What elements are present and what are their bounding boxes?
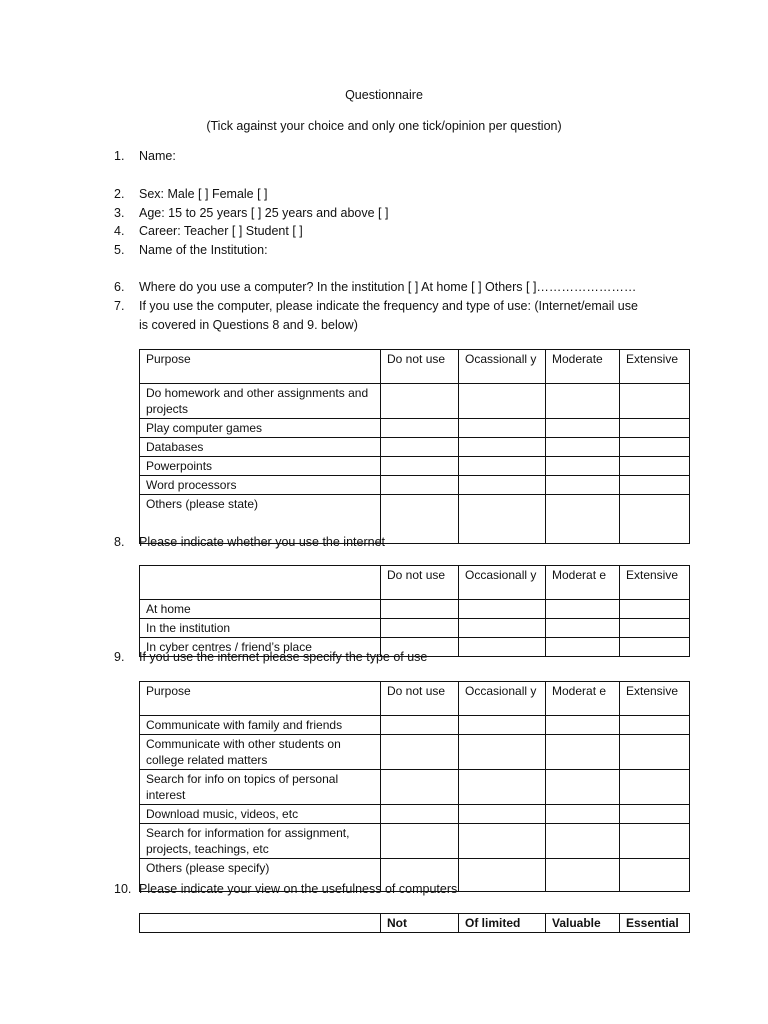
question-number: 5. (114, 243, 125, 257)
tick-cell[interactable] (381, 384, 459, 419)
question-number: 6. (114, 280, 125, 294)
tick-cell[interactable] (620, 384, 690, 419)
tick-cell[interactable] (620, 824, 690, 859)
question-2 (114, 187, 268, 201)
tick-cell[interactable] (620, 770, 690, 805)
tick-cell[interactable] (620, 419, 690, 438)
header-purpose: Purpose (140, 350, 381, 384)
question-number: 9. (114, 650, 125, 664)
tick-cell[interactable] (546, 600, 620, 619)
row-label: Do homework and other assignments and projects (140, 384, 381, 419)
computer-use-table (139, 349, 690, 544)
tick-cell[interactable] (459, 495, 546, 544)
row-label: Download music, videos, etc (140, 805, 381, 824)
question-6 (114, 280, 636, 294)
question-9 (114, 650, 427, 664)
tick-cell[interactable] (459, 384, 546, 419)
table-header-row (140, 350, 690, 384)
tick-cell[interactable] (459, 638, 546, 657)
tick-cell[interactable] (620, 735, 690, 770)
question-text: Sex: Male [ ] Female [ ] (139, 187, 268, 201)
tick-cell[interactable] (620, 457, 690, 476)
row-label: Word processors (140, 476, 381, 495)
question-number: 10. (114, 882, 132, 896)
question-text: Please indicate your view on the usefulness of computers (139, 882, 458, 896)
tick-cell[interactable] (620, 495, 690, 544)
header-extensive: Extensive (620, 682, 690, 716)
row-label: Others (please state) (140, 495, 381, 544)
tick-cell[interactable] (381, 495, 459, 544)
row-label: Search for info on topics of personal interest (140, 770, 381, 805)
tick-cell[interactable] (381, 476, 459, 495)
tick-cell[interactable] (381, 805, 459, 824)
question-7-continued: is covered in Questions 8 and 9. below) (139, 318, 358, 332)
tick-cell[interactable] (381, 457, 459, 476)
table-row (140, 716, 690, 735)
tick-cell[interactable] (546, 457, 620, 476)
tick-cell[interactable] (459, 419, 546, 438)
question-number: 7. (114, 299, 125, 313)
tick-cell[interactable] (620, 638, 690, 657)
tick-cell[interactable] (546, 495, 620, 544)
table-row (140, 770, 690, 805)
question-text: If you use the internet please specify the type of use (139, 650, 428, 664)
question-4 (114, 224, 303, 238)
tick-cell[interactable] (546, 438, 620, 457)
header-blank (140, 566, 381, 600)
question-number: 4. (114, 224, 125, 238)
tick-cell[interactable] (546, 824, 620, 859)
row-label: Powerpoints (140, 457, 381, 476)
tick-cell[interactable] (459, 805, 546, 824)
question-text: Career: Teacher [ ] Student [ ] (139, 224, 303, 238)
header-do-not-use: Do not use (381, 682, 459, 716)
header-moderate: Moderat e (546, 566, 620, 600)
tick-cell[interactable] (381, 735, 459, 770)
question-text: Where do you use a computer? In the institution [ ] At home [ ] Others [ ]…………………… (139, 280, 637, 294)
header-extensive: Extensive (620, 566, 690, 600)
row-label: Communicate with family and friends (140, 716, 381, 735)
tick-cell[interactable] (546, 638, 620, 657)
table-row (140, 619, 690, 638)
tick-cell[interactable] (459, 716, 546, 735)
tick-cell[interactable] (381, 619, 459, 638)
table-row (140, 476, 690, 495)
question-number: 8. (114, 535, 125, 549)
tick-cell[interactable] (546, 476, 620, 495)
tick-cell[interactable] (620, 619, 690, 638)
tick-cell[interactable] (546, 770, 620, 805)
page-title: Questionnaire (345, 88, 423, 102)
row-label: Databases (140, 438, 381, 457)
header-do-not-use: Do not use (381, 566, 459, 600)
instructions: (Tick against your choice and only one tick/opinion per question) (206, 119, 562, 133)
tick-cell[interactable] (546, 859, 620, 892)
question-1 (114, 149, 176, 163)
header-occasionally: Occasionall y (459, 566, 546, 600)
row-label: In the institution (140, 619, 381, 638)
tick-cell[interactable] (546, 419, 620, 438)
tick-cell[interactable] (546, 384, 620, 419)
tick-cell[interactable] (459, 824, 546, 859)
header-extensive: Extensive (620, 350, 690, 384)
question-5 (114, 243, 268, 257)
table-row (140, 419, 690, 438)
question-8 (114, 535, 385, 549)
table-row (140, 384, 690, 419)
table-row (140, 457, 690, 476)
tick-cell[interactable] (381, 716, 459, 735)
table-row (140, 600, 690, 619)
header-moderate: Moderat e (546, 682, 620, 716)
table-row (140, 805, 690, 824)
tick-cell[interactable] (459, 600, 546, 619)
tick-cell[interactable] (381, 438, 459, 457)
header-occasionally: Occasionall y (459, 682, 546, 716)
question-number: 3. (114, 206, 125, 220)
row-label: In cyber centres / friend’s place (140, 638, 381, 657)
usefulness-table (139, 913, 690, 933)
tick-cell[interactable] (620, 476, 690, 495)
question-text: Age: 15 to 25 years [ ] 25 years and above [ ] (139, 206, 389, 220)
table-header-row (140, 566, 690, 600)
question-text: Name: (139, 149, 176, 163)
header-purpose: Purpose (140, 682, 381, 716)
header-valuable: Valuable (546, 914, 620, 933)
tick-cell[interactable] (381, 770, 459, 805)
tick-cell[interactable] (459, 457, 546, 476)
tick-cell[interactable] (459, 438, 546, 457)
question-text: If you use the computer, please indicate the frequency and type of use: (Internet/email use (139, 299, 638, 313)
tick-cell[interactable] (381, 600, 459, 619)
tick-cell[interactable] (381, 419, 459, 438)
row-label: Others (please specify) (140, 859, 381, 892)
question-10 (114, 882, 457, 896)
table-row (140, 824, 690, 859)
tick-cell[interactable] (459, 476, 546, 495)
tick-cell[interactable] (620, 716, 690, 735)
question-3 (114, 206, 388, 220)
table-row (140, 735, 690, 770)
tick-cell[interactable] (381, 824, 459, 859)
tick-cell[interactable] (620, 438, 690, 457)
row-label: Play computer games (140, 419, 381, 438)
question-text: Please indicate whether you use the internet (139, 535, 385, 549)
tick-cell[interactable] (459, 735, 546, 770)
internet-use-table (139, 681, 690, 892)
header-do-not-use: Do not use (381, 350, 459, 384)
tick-cell[interactable] (620, 859, 690, 892)
tick-cell[interactable] (620, 600, 690, 619)
tick-cell[interactable] (546, 619, 620, 638)
header-essential: Essential (620, 914, 690, 933)
tick-cell[interactable] (546, 805, 620, 824)
question-text: Name of the Institution: (139, 243, 268, 257)
question-7 (114, 299, 638, 313)
question-number: 1. (114, 149, 125, 163)
tick-cell[interactable] (546, 735, 620, 770)
header-moderate: Moderate (546, 350, 620, 384)
header-not: Not (381, 914, 459, 933)
row-label: Communicate with other students on college related matters (140, 735, 381, 770)
tick-cell[interactable] (459, 770, 546, 805)
header-blank (140, 914, 381, 933)
table-header-row (140, 914, 690, 933)
tick-cell[interactable] (546, 716, 620, 735)
row-label: Search for information for assignment, projects, teachings, etc (140, 824, 381, 859)
table-header-row (140, 682, 690, 716)
tick-cell[interactable] (459, 859, 546, 892)
row-label: At home (140, 600, 381, 619)
internet-location-table (139, 565, 690, 657)
tick-cell[interactable] (620, 805, 690, 824)
tick-cell[interactable] (459, 619, 546, 638)
header-of-limited: Of limited (459, 914, 546, 933)
header-occasionally: Ocassionall y (459, 350, 546, 384)
question-number: 2. (114, 187, 125, 201)
table-row (140, 438, 690, 457)
